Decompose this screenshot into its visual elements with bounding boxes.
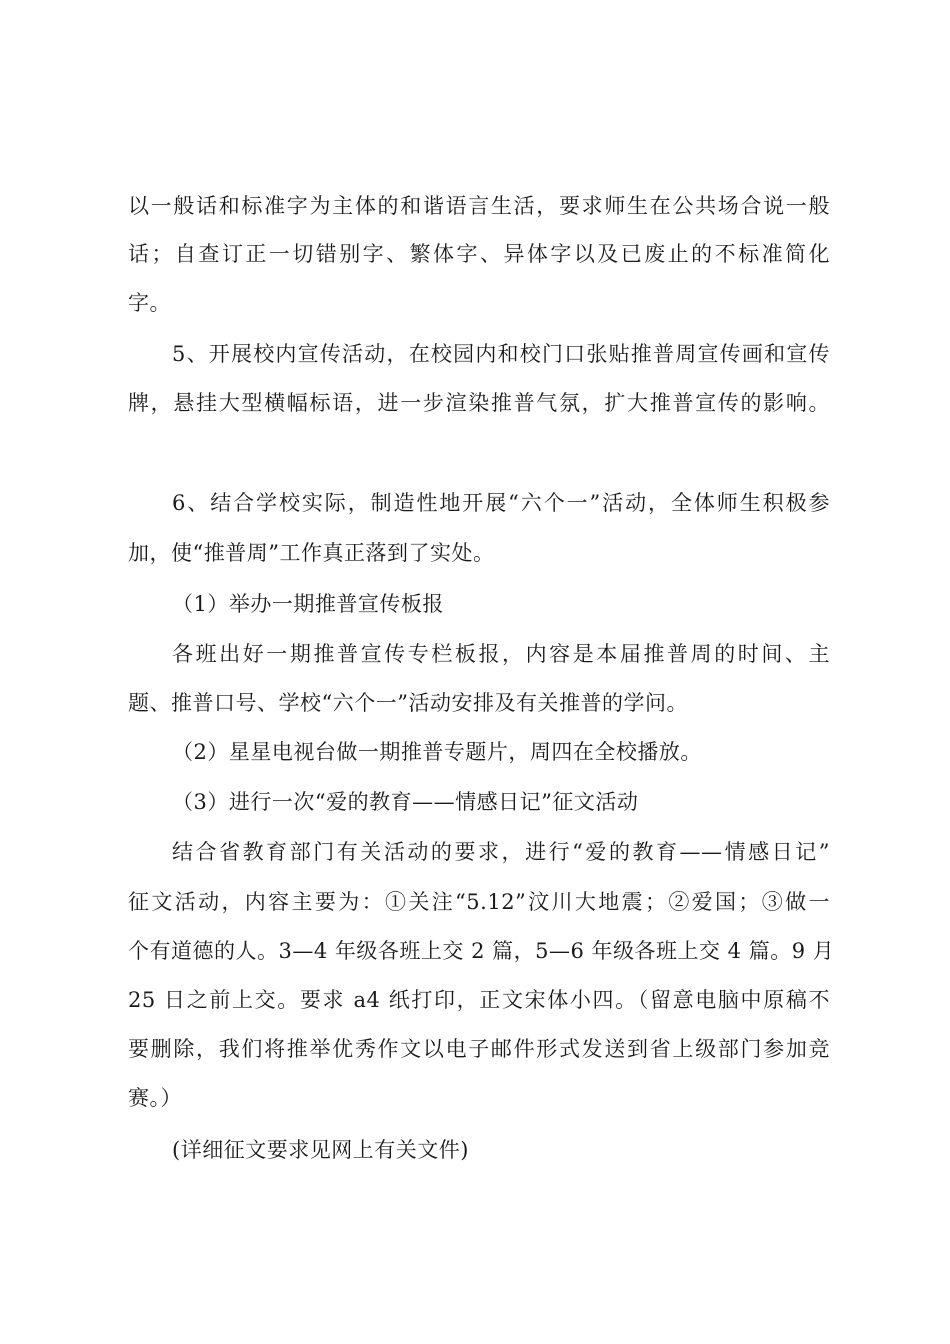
- list-item-heading: （2）星星电视台做一期推普专题片，周四在全校播放。: [172, 740, 702, 764]
- paragraph-line: 征文活动，内容主要为：①关注“5.12”汶川大地震；②爱国；③做一: [128, 890, 830, 914]
- paragraph-line: 6、结合学校实际，制造性地开展“六个一”活动，全体师生积极参: [172, 491, 830, 515]
- paragraph-line: 牌，悬挂大型横幅标语，进一步渲染推普气氛，扩大推普宣传的影响。: [128, 391, 830, 415]
- paragraph-line: 个有道德的人。3—4 年级各班上交 2 篇，5—6 年级各班上交 4 篇。9 月: [128, 939, 835, 963]
- paragraph-line: 要删除，我们将推举优秀作文以电子邮件形式发送到省上级部门参加竞: [128, 1037, 830, 1061]
- list-item-heading: （1）举办一期推普宣传板报: [172, 592, 444, 616]
- paragraph-line: 结合省教育部门有关活动的要求，进行“爱的教育——情感日记”: [172, 840, 830, 864]
- paragraph-line: 5、开展校内宣传活动，在校园内和校门口张贴推普周宣传画和宣传: [172, 342, 830, 366]
- paragraph-line: 赛。）: [128, 1086, 182, 1110]
- paragraph-line: 以一般话和标准字为主体的和谐语言生活，要求师生在公共场合说一般: [128, 194, 830, 218]
- paragraph-line: (详细征文要求见网上有关文件): [172, 1138, 469, 1162]
- list-item-heading: （3）进行一次“爱的教育——情感日记”征文活动: [172, 790, 639, 814]
- paragraph-line: 加，使“推普周”工作真正落到了实处。: [128, 541, 495, 565]
- paragraph-line: 题、推普口号、学校“六个一”活动安排及有关推普的学问。: [128, 691, 688, 715]
- paragraph-line: 话；自查订正一切错别字、繁体字、异体字以及已废止的不标准简化: [128, 242, 830, 266]
- paragraph-line: 字。: [128, 291, 171, 315]
- paragraph-line: 25 日之前上交。要求 a4 纸打印，正文宋体小四。（留意电脑中原稿不: [128, 988, 830, 1012]
- paragraph-line: 各班出好一期推普宣传专栏板报，内容是本届推普周的时间、主: [172, 642, 830, 666]
